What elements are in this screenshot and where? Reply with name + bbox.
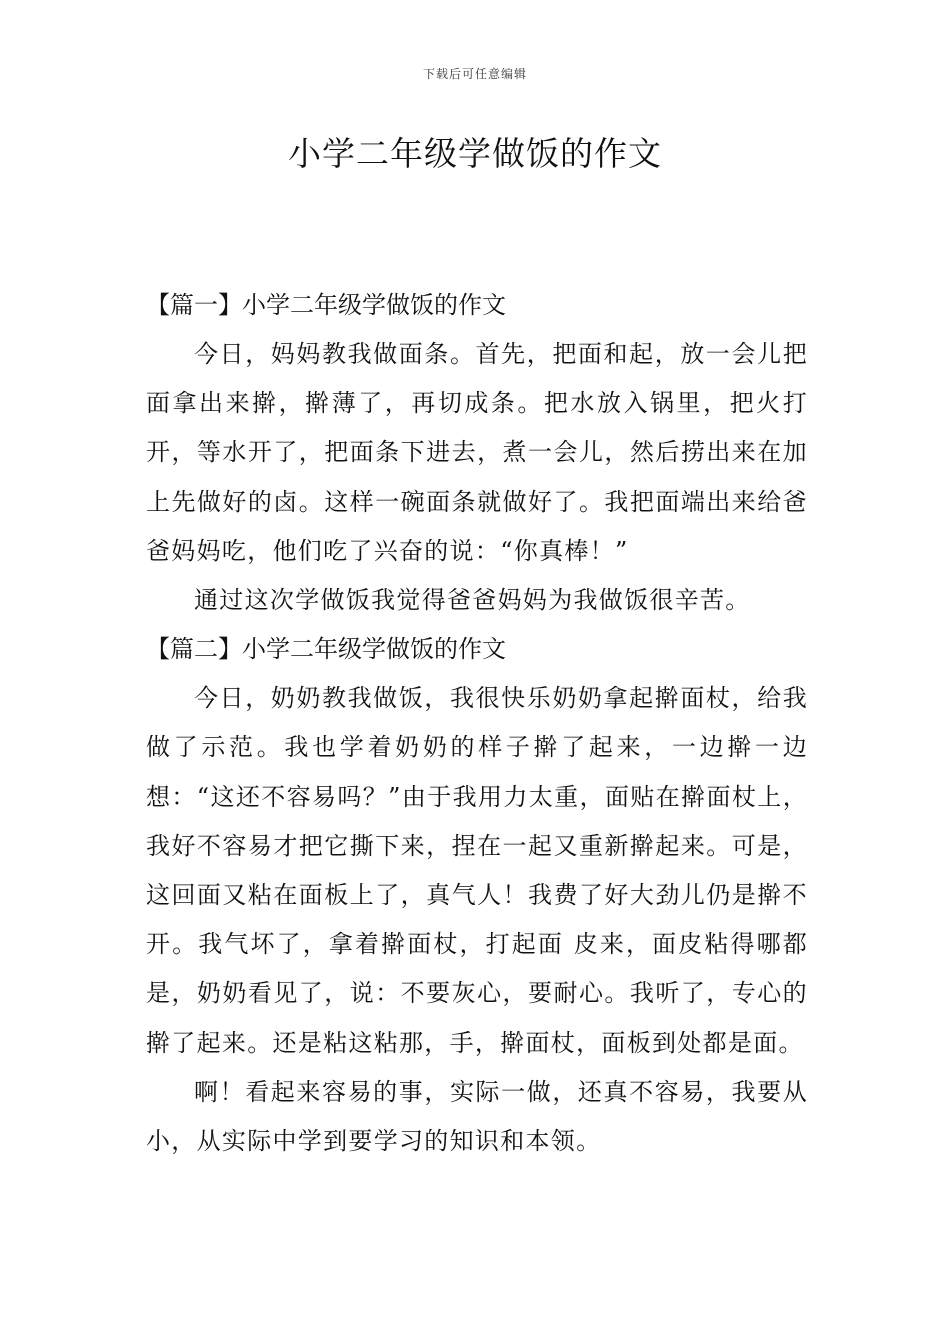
section-2 (146, 625, 808, 1166)
paragraph: 通过这次学做饭我觉得爸爸妈妈为我做饭很辛苦。 (194, 586, 751, 615)
paragraph: 今日，妈妈教我做面条。首先，把面和起，放一会儿把面拿出来擀，擀薄了，再切成条。把水放入锅里，把火打开，等水开了，把面条下进去，煮一会儿，然后捞出来在加上先做好的卤。这样一碗面条就做好了。我把面端出来给爸爸妈妈吃，他们吃了兴奋的说：“你真棒！” (146, 340, 808, 565)
header-note: 下载后可任意编辑 (422, 67, 527, 81)
document-title: 小学二年级学做饭的作文 (288, 134, 662, 173)
paragraph: 今日，奶奶教我做饭，我很快乐奶奶拿起擀面杖，给我做了示范。我也学着奶奶的样子擀了起来，一边擀一边想：“这还不容易吗？”由于我用力太重，面贴在擀面杖上，我好不容易才把它撕下来，捏在一起又重新擀起来。可是，这回面又粘在面板上了，真气人！我费了好大劲儿仍是擀不开。我气坏了，拿着擀面杖，打起面 皮来，面皮粘得哪都是，奶奶看见了，说：不要灰心，要耐心。我听了，专心的擀了起来。还是粘这粘那，手，擀面杖，面板到处都是面。 (146, 684, 808, 1057)
section-1 (146, 281, 808, 625)
section-heading: 【篇二】小学二年级学做饭的作文 (146, 635, 506, 664)
paragraph: 啊！看起来容易的事，实际一做，还真不容易，我要从小，从实际中学到要学习的知识和本领。 (146, 1077, 808, 1156)
document-body (146, 281, 808, 1166)
section-heading: 【篇一】小学二年级学做饭的作文 (146, 291, 506, 319)
